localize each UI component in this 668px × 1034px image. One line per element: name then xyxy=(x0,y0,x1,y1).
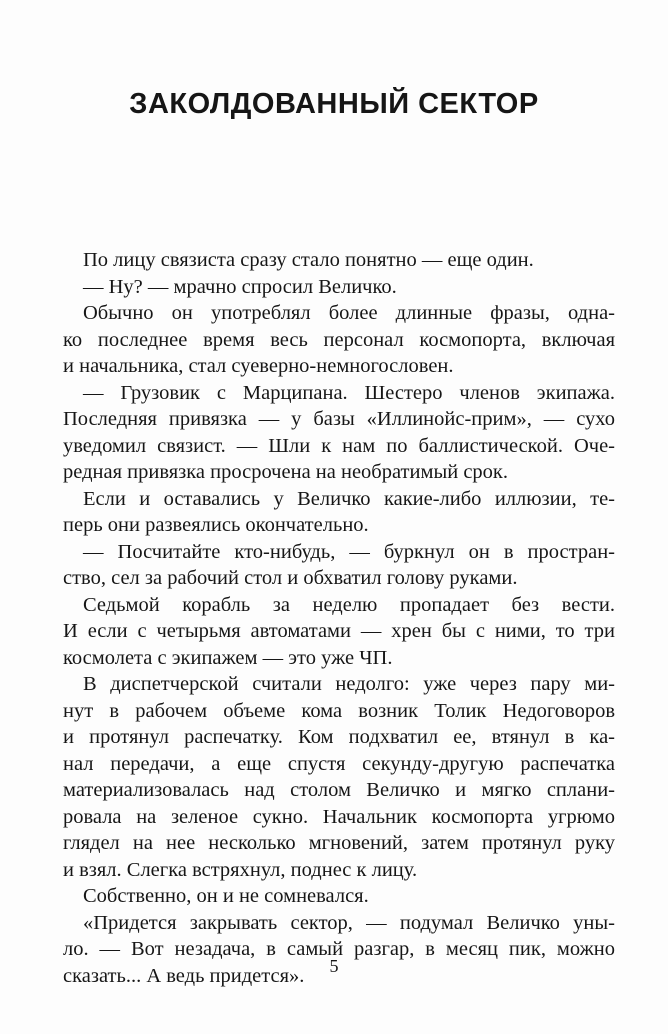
text-line: материализовалась над столом Величко и мягко сплани- xyxy=(63,779,615,801)
chapter-title: ЗАКОЛДОВАННЫЙ СЕКТОР xyxy=(129,88,539,120)
text-line: и протянул распечатку. Ком подхватил ее, втянул в ка- xyxy=(63,726,615,748)
text-line: Собственно, он и не сомневался. xyxy=(83,885,369,907)
text-line: И если с четырьмя автоматами — хрен бы с ними, то три xyxy=(63,620,615,642)
text-line: — Грузовик с Марципана. Шестеро членов экипажа. xyxy=(83,381,615,404)
text-line: ровала на зеленое сукно. Начальник космопорта угрюмо xyxy=(63,805,615,828)
text-line: уведомил связист. — Шли к нам по баллистической. Оче- xyxy=(63,434,615,457)
text-line: ло. — Вот незадача, в самый разгар, в месяц пик, можно xyxy=(63,938,615,960)
text-line: нал передачи, а еще спустя секунду-другую распечатка xyxy=(63,752,615,775)
text-line: нут в рабочем объеме кома возник Толик Недоговоров xyxy=(63,699,615,722)
text-line: перь они развеялись окончательно. xyxy=(63,514,369,536)
text-line: Седьмой корабль за неделю пропадает без вести. xyxy=(83,593,615,616)
text-line: Если и оставались у Величко какие-либо иллюзии, те- xyxy=(83,487,615,510)
page-number: 5 xyxy=(329,956,339,976)
text-line: и начальника, стал суеверно-немногословен. xyxy=(63,355,454,377)
text-line: Последняя привязка — у базы «Иллинойс-прим», — сухо xyxy=(63,408,615,430)
text-line: — Посчитайте кто-нибудь, — буркнул он в простран- xyxy=(83,540,615,563)
text-line: космолета с экипажем — это уже ЧП. xyxy=(63,646,393,669)
text-line: Обычно он употреблял более длинные фразы, одна- xyxy=(83,302,615,324)
text-line: По лицу связиста сразу стало понятно — еще один. xyxy=(83,249,534,271)
text-line: ство, сел за рабочий стол и обхватил голову руками. xyxy=(63,567,518,589)
text-line: и взял. Слегка встряхнул, поднес к лицу. xyxy=(63,858,418,881)
text-line: ко последнее время весь персонал космопорта, включая xyxy=(63,328,615,351)
text-line: «Придется закрывать сектор, — подумал Величко уны- xyxy=(83,911,615,934)
text-line: глядел на нее несколько мгновений, затем протянул руку xyxy=(63,832,615,854)
text-line: редная привязка просрочена на необратимый срок. xyxy=(63,461,509,483)
body-text xyxy=(63,247,615,989)
text-line: сказать... А ведь придется». xyxy=(63,964,305,987)
text-line: — Ну? — мрачно спросил Величко. xyxy=(83,275,397,298)
text-line: В диспетчерской считали недолго: уже через пару ми- xyxy=(83,673,615,695)
